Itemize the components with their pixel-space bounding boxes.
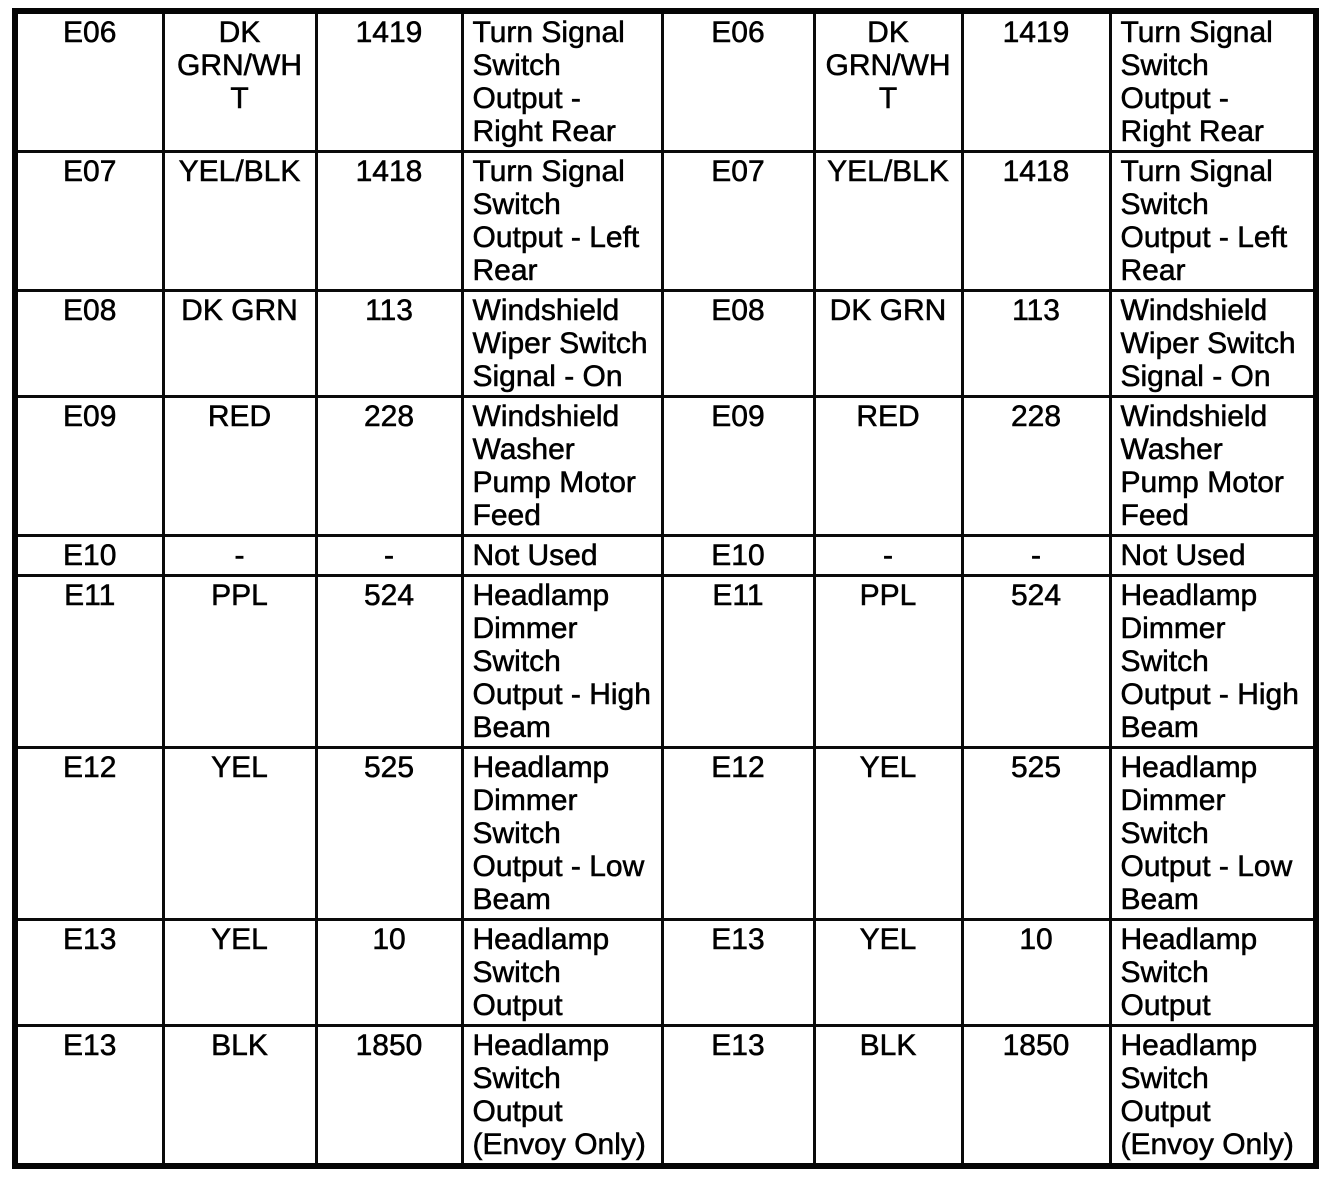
cell-wire_color: [814, 1026, 962, 1167]
circuit-text: 113: [365, 294, 413, 327]
wire_color-text: DK GRN/WHT: [177, 16, 302, 115]
cell-wire_color: [814, 397, 962, 536]
cell-function: [462, 1026, 662, 1167]
cell-pin: [662, 920, 814, 1026]
table-row: [15, 11, 1316, 152]
pin-text: E07: [711, 155, 765, 188]
wire_color-text: YEL/BLK: [178, 155, 301, 188]
function-text: Headlamp Dimmer Switch Output - Low Beam: [472, 751, 645, 916]
wire_color-text: DK GRN: [181, 294, 298, 327]
cell-pin: [662, 397, 814, 536]
cell-circuit: [316, 152, 462, 291]
cell-function: [462, 536, 662, 576]
function-text: Turn Signal Switch Output - Right Rear: [1120, 16, 1273, 148]
cell-circuit: [316, 11, 462, 152]
circuit-text: -: [1031, 539, 1041, 572]
wire_color-text: RED: [856, 400, 920, 433]
pin-text: E13: [63, 1029, 117, 1062]
wire_color-text: DK GRN: [829, 294, 947, 327]
table-row: [15, 576, 1316, 748]
cell-wire_color: [814, 291, 962, 397]
pin-text: E09: [63, 400, 117, 433]
cell-circuit: [316, 536, 462, 576]
function-text: Windshield Wiper Switch Signal - On: [472, 294, 648, 393]
pin-text: E10: [711, 539, 765, 572]
cell-pin: [662, 291, 814, 397]
cell-pin: [15, 11, 163, 152]
wire_color-text: YEL/BLK: [827, 155, 949, 188]
cell-circuit: [962, 536, 1110, 576]
function-text: Turn Signal Switch Output - Left Rear: [1120, 155, 1288, 287]
cell-circuit: [962, 11, 1110, 152]
cell-function: [1110, 152, 1316, 291]
cell-circuit: [962, 291, 1110, 397]
cell-pin: [662, 536, 814, 576]
wire_color-text: PPL: [859, 579, 917, 612]
cell-pin: [15, 152, 163, 291]
cell-wire_color: [814, 920, 962, 1026]
function-text: Windshield Wiper Switch Signal - On: [1120, 294, 1296, 393]
function-text: Headlamp Switch Output (Envoy Only): [1120, 1029, 1294, 1161]
cell-pin: [662, 11, 814, 152]
cell-pin: [15, 397, 163, 536]
connector-pinout-table: [12, 8, 1319, 1169]
cell-function: [1110, 397, 1316, 536]
cell-circuit: [962, 920, 1110, 1026]
function-text: Headlamp Dimmer Switch Output - High Beam: [1120, 579, 1299, 744]
cell-pin: [15, 1026, 163, 1167]
cell-wire_color: [814, 748, 962, 920]
cell-pin: [662, 152, 814, 291]
wire_color-text: BLK: [211, 1029, 268, 1062]
pin-text: E10: [63, 539, 117, 572]
cell-wire_color: [163, 748, 316, 920]
function-text: Headlamp Dimmer Switch Output - High Beam: [472, 579, 651, 744]
function-text: Not Used: [1120, 539, 1246, 572]
table-row: [15, 536, 1316, 576]
cell-pin: [15, 920, 163, 1026]
cell-function: [1110, 920, 1316, 1026]
cell-function: [1110, 748, 1316, 920]
circuit-text: 524: [1010, 579, 1062, 612]
function-text: Turn Signal Switch Output - Left Rear: [472, 155, 640, 287]
pin-text: E08: [63, 294, 117, 327]
cell-pin: [662, 1026, 814, 1167]
function-text: Turn Signal Switch Output - Right Rear: [472, 16, 625, 148]
cell-wire_color: [163, 576, 316, 748]
pinout-table-body: [15, 11, 1316, 1166]
table-row: [15, 748, 1316, 920]
cell-wire_color: [814, 576, 962, 748]
pin-text: E09: [711, 400, 765, 433]
wire_color-text: -: [883, 539, 893, 572]
cell-pin: [662, 576, 814, 748]
cell-function: [462, 920, 662, 1026]
cell-circuit: [316, 1026, 462, 1167]
circuit-text: 228: [363, 400, 415, 433]
pin-text: E13: [711, 1029, 765, 1062]
table-row: [15, 1026, 1316, 1167]
circuit-text: 1850: [1002, 1029, 1070, 1062]
cell-circuit: [962, 152, 1110, 291]
table-row: [15, 397, 1316, 536]
circuit-text: 1419: [355, 16, 423, 49]
cell-function: [462, 152, 662, 291]
pin-text: E13: [711, 923, 765, 956]
table-row: [15, 152, 1316, 291]
function-text: Headlamp Switch Output: [1120, 923, 1258, 1022]
cell-wire_color: [163, 536, 316, 576]
cell-wire_color: [163, 920, 316, 1026]
wire_color-text: RED: [207, 400, 272, 433]
pin-text: E06: [711, 16, 765, 49]
circuit-text: 10: [1019, 923, 1053, 956]
pin-text: E06: [63, 16, 117, 49]
wire_color-text: YEL: [211, 751, 268, 784]
cell-function: [1110, 536, 1316, 576]
function-text: Not Used: [472, 539, 598, 572]
circuit-text: 1418: [355, 155, 423, 188]
cell-pin: [15, 536, 163, 576]
pin-text: E11: [64, 579, 116, 612]
cell-circuit: [316, 576, 462, 748]
function-text: Windshield Washer Pump Motor Feed: [1120, 400, 1284, 532]
cell-function: [462, 397, 662, 536]
cell-wire_color: [163, 1026, 316, 1167]
cell-wire_color: [814, 11, 962, 152]
cell-circuit: [962, 397, 1110, 536]
cell-pin: [15, 576, 163, 748]
cell-wire_color: [163, 11, 316, 152]
cell-function: [462, 576, 662, 748]
cell-circuit: [962, 748, 1110, 920]
wire_color-text: -: [234, 539, 245, 572]
circuit-text: 524: [363, 579, 415, 612]
function-text: Headlamp Switch Output: [472, 923, 610, 1022]
circuit-text: 1850: [355, 1029, 423, 1062]
wire_color-text: PPL: [211, 579, 268, 612]
cell-wire_color: [163, 152, 316, 291]
circuit-text: 113: [1012, 294, 1060, 327]
cell-circuit: [316, 291, 462, 397]
cell-circuit: [316, 397, 462, 536]
cell-function: [1110, 1026, 1316, 1167]
wire_color-text: DK GRN/WHT: [825, 16, 951, 115]
scanned-document-page: [0, 8, 1344, 1178]
cell-circuit: [962, 576, 1110, 748]
pin-text: E13: [63, 923, 117, 956]
circuit-text: 10: [372, 923, 406, 956]
pin-text: E08: [711, 294, 765, 327]
pin-text: E12: [63, 751, 117, 784]
pin-text: E12: [711, 751, 765, 784]
circuit-text: -: [384, 539, 394, 572]
function-text: Headlamp Switch Output (Envoy Only): [472, 1029, 646, 1161]
cell-wire_color: [163, 397, 316, 536]
wire_color-text: YEL: [859, 751, 917, 784]
table-row: [15, 920, 1316, 1026]
circuit-text: 1419: [1002, 16, 1070, 49]
cell-function: [462, 748, 662, 920]
circuit-text: 228: [1010, 400, 1062, 433]
function-text: Windshield Washer Pump Motor Feed: [472, 400, 636, 532]
wire_color-text: BLK: [859, 1029, 917, 1062]
cell-circuit: [316, 748, 462, 920]
wire_color-text: YEL: [211, 923, 268, 956]
cell-circuit: [962, 1026, 1110, 1167]
circuit-text: 525: [1010, 751, 1062, 784]
circuit-text: 525: [363, 751, 415, 784]
cell-function: [1110, 11, 1316, 152]
cell-pin: [15, 291, 163, 397]
cell-function: [462, 291, 662, 397]
table-row: [15, 291, 1316, 397]
circuit-text: 1418: [1002, 155, 1070, 188]
cell-function: [1110, 576, 1316, 748]
function-text: Headlamp Dimmer Switch Output - Low Beam: [1120, 751, 1293, 916]
cell-pin: [662, 748, 814, 920]
cell-circuit: [316, 920, 462, 1026]
cell-function: [1110, 291, 1316, 397]
cell-function: [462, 11, 662, 152]
cell-wire_color: [163, 291, 316, 397]
cell-wire_color: [814, 152, 962, 291]
wire_color-text: YEL: [859, 923, 917, 956]
cell-pin: [15, 748, 163, 920]
cell-wire_color: [814, 536, 962, 576]
pin-text: E11: [712, 579, 764, 612]
pin-text: E07: [63, 155, 117, 188]
